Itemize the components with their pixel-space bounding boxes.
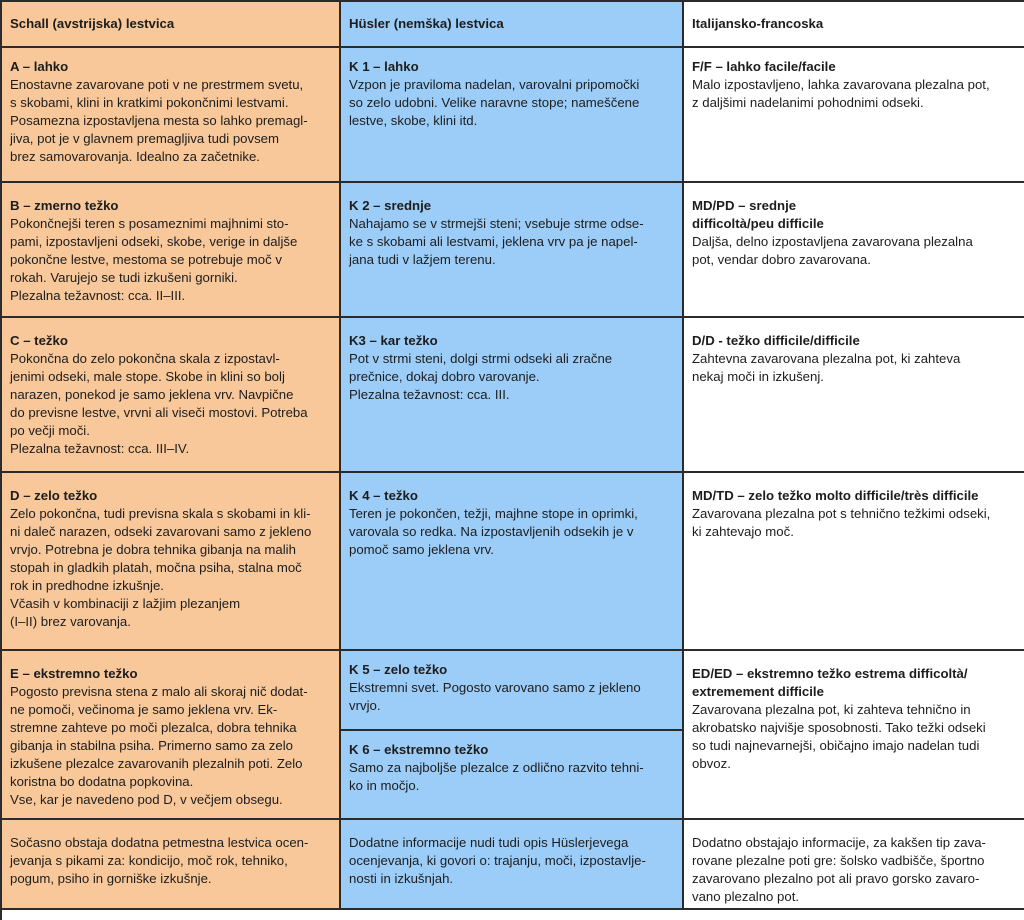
grade-description: Zavarovana plezalna pot s tehnično težkimi odseki, ki zahtevajo moč.: [692, 506, 991, 539]
grade-title: MD/TD – zelo težko molto difficile/très difficile: [692, 488, 979, 503]
grade-title: A – lahko: [10, 59, 69, 74]
italian-grade-md-td: [684, 473, 1024, 651]
schall-grade-b: [2, 183, 341, 318]
grade-title: K 6 – ekstremno težko: [349, 742, 489, 757]
grade-description: Malo izpostavljeno, lahka zavarovana plezalna pot, z daljšimi nadelanimi pohodnimi odseki.: [692, 77, 990, 110]
grade-description: Nahajamo se v strmejši steni; vsebuje strme odse- ke s skobami ali lestvami, jeklena vrv pa je napel- jana tudi v lažjem terenu.: [349, 216, 644, 267]
grade-title: K 4 – težko: [349, 488, 418, 503]
grade-description: Enostavne zavarovane poti v ne prestrmem svetu, s skobami, klini in kratkimi pokončnimi lestvami. Posamezna izpostavljena mesta so lahko premagl- jiva, pot je v glavnem premagljiva tudi povsem brez samovarovanja. Idealno za začetnike.: [10, 77, 308, 164]
grade-description: Pogosto previsna stena z malo ali skoraj nič dodat- ne pomoči, večinoma je samo jeklena vrv. Ek- stremne zahteve po moči plezalca, dobra tehnika gibanja in stabilna psiha. Primerno samo za zelo izkušene plezalce zavarovanih plezalnih poti. Zelo koristna bo dodatna popkovina. Vse, kar je navedeno pod D, v večjem obsegu.: [10, 684, 308, 807]
footer-text: Sočasno obstaja dodatna petmestna lestvica ocen- jevanja s pikami za: kondicijo, moč rok, tehniko, pogum, psiho in gorniške izkušnje.: [10, 835, 309, 886]
grade-description: Samo za najboljše plezalce z odlično razvito tehni- ko in močjo.: [349, 760, 644, 793]
grade-description: Zavarovana plezalna pot, ki zahteva tehnično in akrobatsko najvišje sposobnosti. Tako težki odseki so tudi najnevarnejši, običajno imajo nadelan tudi obvoz.: [692, 702, 986, 771]
header-schall: Schall (avstrijska) lestvica: [2, 2, 341, 48]
italian-grade-md-pd: [684, 183, 1024, 318]
grade-title: D – zelo težko: [10, 488, 98, 503]
grade-description: Ekstremni svet. Pogosto varovano samo z jekleno vrvjo.: [349, 680, 641, 713]
italian-footer-note: [684, 820, 1024, 910]
grade-title: MD/PD – srednje difficoltà/peu difficile: [692, 198, 824, 231]
husler-grade-k6: [341, 731, 682, 818]
italian-grade-f: [684, 48, 1024, 183]
grade-title: F/F – lahko facile/facile: [692, 59, 836, 74]
grade-description: Vzpon je praviloma nadelan, varovalni pripomočki so zelo udobni. Velike naravne stope; nameščene lestve, skobe, klini itd.: [349, 77, 640, 128]
grade-title: K 2 – srednje: [349, 198, 432, 213]
schall-grade-a: [2, 48, 341, 183]
grade-description: Teren je pokončen, težji, majhne stope in oprimki, varovala so redka. Na izpostavljenih odsekih je v pomoč samo jeklena vrv.: [349, 506, 638, 557]
grade-description: Pokončnejši teren s posameznimi majhnimi sto- pami, izpostavljeni odseki, skobe, verige in daljše pokončne lestve, mestoma se potrebuje moč v rokah. Varujejo se tudi izkušeni gorniki. Plezalna težavnost: cca. II–III.: [10, 216, 298, 303]
schall-footer-note: [2, 820, 341, 910]
grade-description: Zelo pokončna, tudi previsna skala s skobami in kli- ni daleč narazen, odseki zavarovani samo z jekleno vrvjo. Potrebna je dobra tehnika gibanja na malih stopah in gladkih platah, močna psiha, stalna moč rok in predhodne izkušnje. Včasih v kombinaciji z lažjim plezanjem (I–II) brez varovanja.: [10, 506, 312, 629]
grade-title: K 1 – lahko: [349, 59, 419, 74]
schall-grade-d: [2, 473, 341, 651]
husler-grade-k3: [341, 318, 684, 473]
header-husler: Hüsler (nemška) lestvica: [341, 2, 684, 48]
grade-description: Pokončna do zelo pokončna skala z izpostavl- jenimi odseki, male stope. Skobe in klini so bolj narazen, ponekod je samo jeklena vrv. Navpične do previsne lestve, vrvni ali viseči mostovi. Potreba po večji moči. Plezalna težavnost: cca. III–IV.: [10, 351, 308, 456]
grade-title: D/D - težko difficile/difficile: [692, 333, 860, 348]
grade-description: Pot v strmi steni, dolgi strmi odseki ali zračne prečnice, dokaj dobro varovanje. Plezalna težavnost: cca. III.: [349, 351, 613, 402]
husler-grade-k1: [341, 48, 684, 183]
grade-description: Zahtevna zavarovana plezalna pot, ki zahteva nekaj moči in izkušenj.: [692, 351, 961, 384]
grade-title: B – zmerno težko: [10, 198, 119, 213]
grade-title: C – težko: [10, 333, 68, 348]
grade-title: K 5 – zelo težko: [349, 662, 448, 677]
husler-grade-k2: [341, 183, 684, 318]
grade-description: Daljša, delno izpostavljena zavarovana plezalna pot, vendar dobro zavarovana.: [692, 234, 973, 267]
husler-grade-k5-k6: [341, 651, 684, 820]
husler-grade-k4: [341, 473, 684, 651]
schall-grade-c: [2, 318, 341, 473]
header-italian-french: Italijansko-francoska: [684, 2, 1024, 48]
grade-title: E – ekstremno težko: [10, 666, 138, 681]
husler-grade-k5: [341, 651, 682, 731]
schall-grade-e: [2, 651, 341, 820]
grade-title: ED/ED – ekstremno težko estrema difficoltà/ extremement difficile: [692, 666, 968, 699]
italian-grade-ed: [684, 651, 1024, 820]
footer-text: Dodatne informacije nudi tudi opis Hüslerjevega ocenjevanja, ki govori o: trajanju, moči, izpostavlje- nosti in izkušnjah.: [349, 835, 646, 886]
grade-title: K3 – kar težko: [349, 333, 438, 348]
italian-grade-d: [684, 318, 1024, 473]
footer-text: Dodatno obstajajo informacije, za kakšen tip zava- rovane plezalne poti gre: šolsko vadbišče, športno zavarovano plezalno pot ali pravo gorsko zavaro- vano plezalno pot.: [692, 835, 986, 904]
husler-footer-note: [341, 820, 684, 910]
